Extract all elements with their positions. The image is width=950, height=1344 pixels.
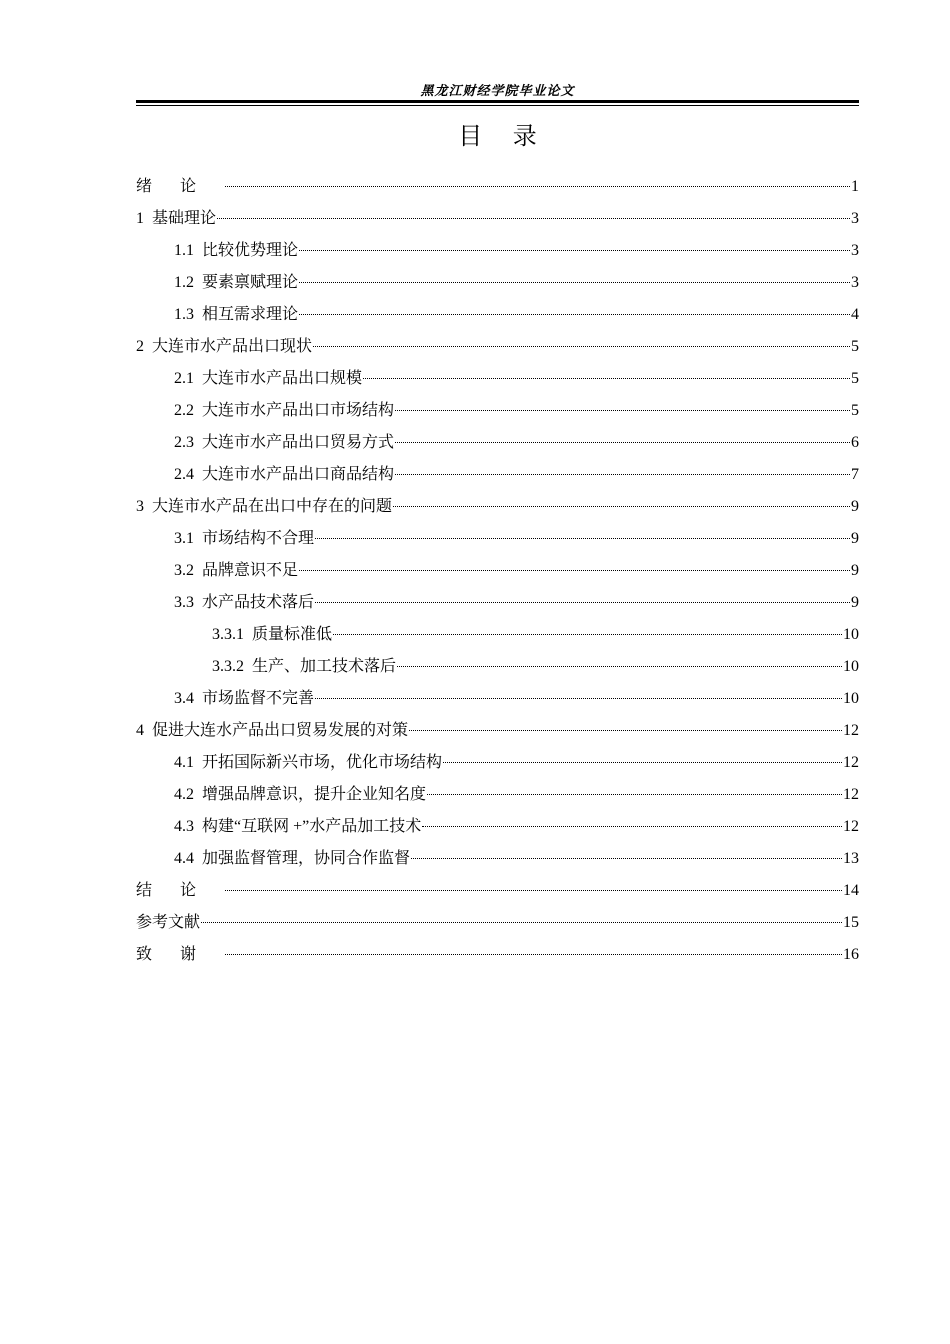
toc-leader-dots	[315, 518, 850, 539]
toc-page-number: 12	[843, 818, 859, 835]
toc-entry-number: 1.2	[174, 274, 194, 291]
toc-leader-dots	[299, 550, 850, 571]
toc-entry-label: 市场结构不合理	[202, 530, 315, 547]
toc-entry-number: 4.4	[174, 850, 194, 867]
toc-leader-dots	[393, 486, 850, 507]
toc-leader-dots	[422, 806, 842, 827]
toc-page-number: 9	[851, 562, 859, 579]
toc-page-number: 14	[843, 882, 859, 899]
toc-entry-number: 3.4	[174, 690, 194, 707]
toc-leader-dots	[397, 646, 842, 667]
toc-entry-number: 3.3	[174, 594, 194, 611]
running-header: 黑龙江财经学院毕业论文	[420, 84, 575, 99]
toc-entry-label: 大连市水产品出口商品结构	[202, 466, 395, 483]
toc-page-number: 3	[851, 210, 859, 227]
toc-entry-number: 2.4	[174, 466, 194, 483]
toc-leader-dots	[313, 326, 850, 347]
toc-page-number: 10	[843, 690, 859, 707]
toc-entry-number: 4.1	[174, 754, 194, 771]
toc-entry-number: 2.3	[174, 434, 194, 451]
toc-leader-dots	[201, 902, 842, 923]
toc-entry-number: 4.2	[174, 786, 194, 803]
toc-page-number: 9	[851, 594, 859, 611]
toc-leader-dots	[411, 838, 842, 859]
toc-leader-dots	[225, 870, 842, 891]
toc-entry-number: 1	[136, 210, 144, 227]
toc-leader-dots	[217, 198, 850, 219]
toc-leader-dots	[299, 262, 850, 283]
toc-entry-label: 水产品技术落后	[202, 594, 315, 611]
toc-entry-label: 增强品牌意识，提升企业知名度	[202, 786, 427, 803]
toc-page-number: 6	[851, 434, 859, 451]
toc-entry-label: 参考文献	[136, 914, 201, 931]
toc-entry-number: 2.1	[174, 370, 194, 387]
toc-page-number: 10	[843, 626, 859, 643]
toc-entry-label: 品牌意识不足	[202, 562, 299, 579]
toc-leader-dots	[315, 678, 842, 699]
toc-entry-label: 大连市水产品出口现状	[152, 338, 313, 355]
toc-entry[interactable]	[136, 938, 859, 970]
header-rule-thin	[136, 105, 859, 106]
toc-entry-label: 结论	[136, 882, 225, 899]
toc-page-number: 10	[843, 658, 859, 675]
toc-page-number: 13	[843, 850, 859, 867]
toc-entry-label: 要素禀赋理论	[202, 274, 299, 291]
toc-entry-label: 相互需求理论	[202, 306, 299, 323]
toc-page-number: 5	[851, 402, 859, 419]
toc-entry-number: 3.3.2	[212, 658, 244, 675]
toc-page-number: 12	[843, 722, 859, 739]
toc-page-number: 12	[843, 786, 859, 803]
toc-entry-number: 3.1	[174, 530, 194, 547]
toc-entry-label: 促进大连水产品出口贸易发展的对策	[152, 722, 409, 739]
toc-entry-label: 大连市水产品在出口中存在的问题	[152, 498, 393, 515]
toc-page-number: 4	[851, 306, 859, 323]
toc-entry-label: 大连市水产品出口市场结构	[202, 402, 395, 419]
toc-page-number: 1	[851, 178, 859, 195]
toc-entry-label: 开拓国际新兴市场，优化市场结构	[202, 754, 443, 771]
toc-page-number: 9	[851, 530, 859, 547]
toc-entry-number: 4.3	[174, 818, 194, 835]
toc-entry-label: 质量标准低	[252, 626, 333, 643]
toc-page-number: 9	[851, 498, 859, 515]
toc-entry-label: 大连市水产品出口规模	[202, 370, 363, 387]
document-page	[136, 0, 859, 1344]
table-of-contents	[136, 170, 859, 970]
toc-page-number: 16	[843, 946, 859, 963]
toc-entry-number: 2.2	[174, 402, 194, 419]
toc-entry-number: 3.3.1	[212, 626, 244, 643]
toc-leader-dots	[299, 294, 850, 315]
toc-leader-dots	[315, 582, 850, 603]
toc-entry-label: 市场监督不完善	[202, 690, 315, 707]
toc-leader-dots	[395, 422, 850, 443]
toc-entry-label: 构建“互联网 +”水产品加工技术	[202, 818, 422, 835]
toc-page-number: 12	[843, 754, 859, 771]
toc-entry-label: 大连市水产品出口贸易方式	[202, 434, 395, 451]
toc-entry-number: 2	[136, 338, 144, 355]
toc-entry-number: 4	[136, 722, 144, 739]
toc-leader-dots	[395, 390, 850, 411]
toc-entry-label: 生产、加工技术落后	[252, 658, 397, 675]
toc-entry-number: 3.2	[174, 562, 194, 579]
toc-leader-dots	[363, 358, 850, 379]
toc-entry-label: 绪论	[136, 178, 225, 195]
toc-leader-dots	[427, 774, 842, 795]
toc-entry-label: 致谢	[136, 946, 225, 963]
toc-entry-number: 1.3	[174, 306, 194, 323]
toc-leader-dots	[225, 934, 842, 955]
toc-entry-label: 基础理论	[152, 210, 217, 227]
toc-page-number: 3	[851, 274, 859, 291]
toc-page-number: 3	[851, 242, 859, 259]
toc-page-number: 7	[851, 466, 859, 483]
toc-entry-number: 1.1	[174, 242, 194, 259]
toc-entry-label: 比较优势理论	[202, 242, 299, 259]
toc-page-number: 5	[851, 370, 859, 387]
toc-entry-label: 加强监督管理，协同合作监督	[202, 850, 411, 867]
toc-leader-dots	[299, 230, 850, 251]
toc-entry-number: 3	[136, 498, 144, 515]
toc-leader-dots	[333, 614, 842, 635]
header-rule-thick	[136, 100, 859, 103]
toc-title: 目 录	[458, 122, 537, 150]
toc-leader-dots	[225, 166, 850, 187]
toc-leader-dots	[409, 710, 842, 731]
toc-leader-dots	[395, 454, 850, 475]
toc-page-number: 5	[851, 338, 859, 355]
toc-page-number: 15	[843, 914, 859, 931]
toc-leader-dots	[443, 742, 842, 763]
